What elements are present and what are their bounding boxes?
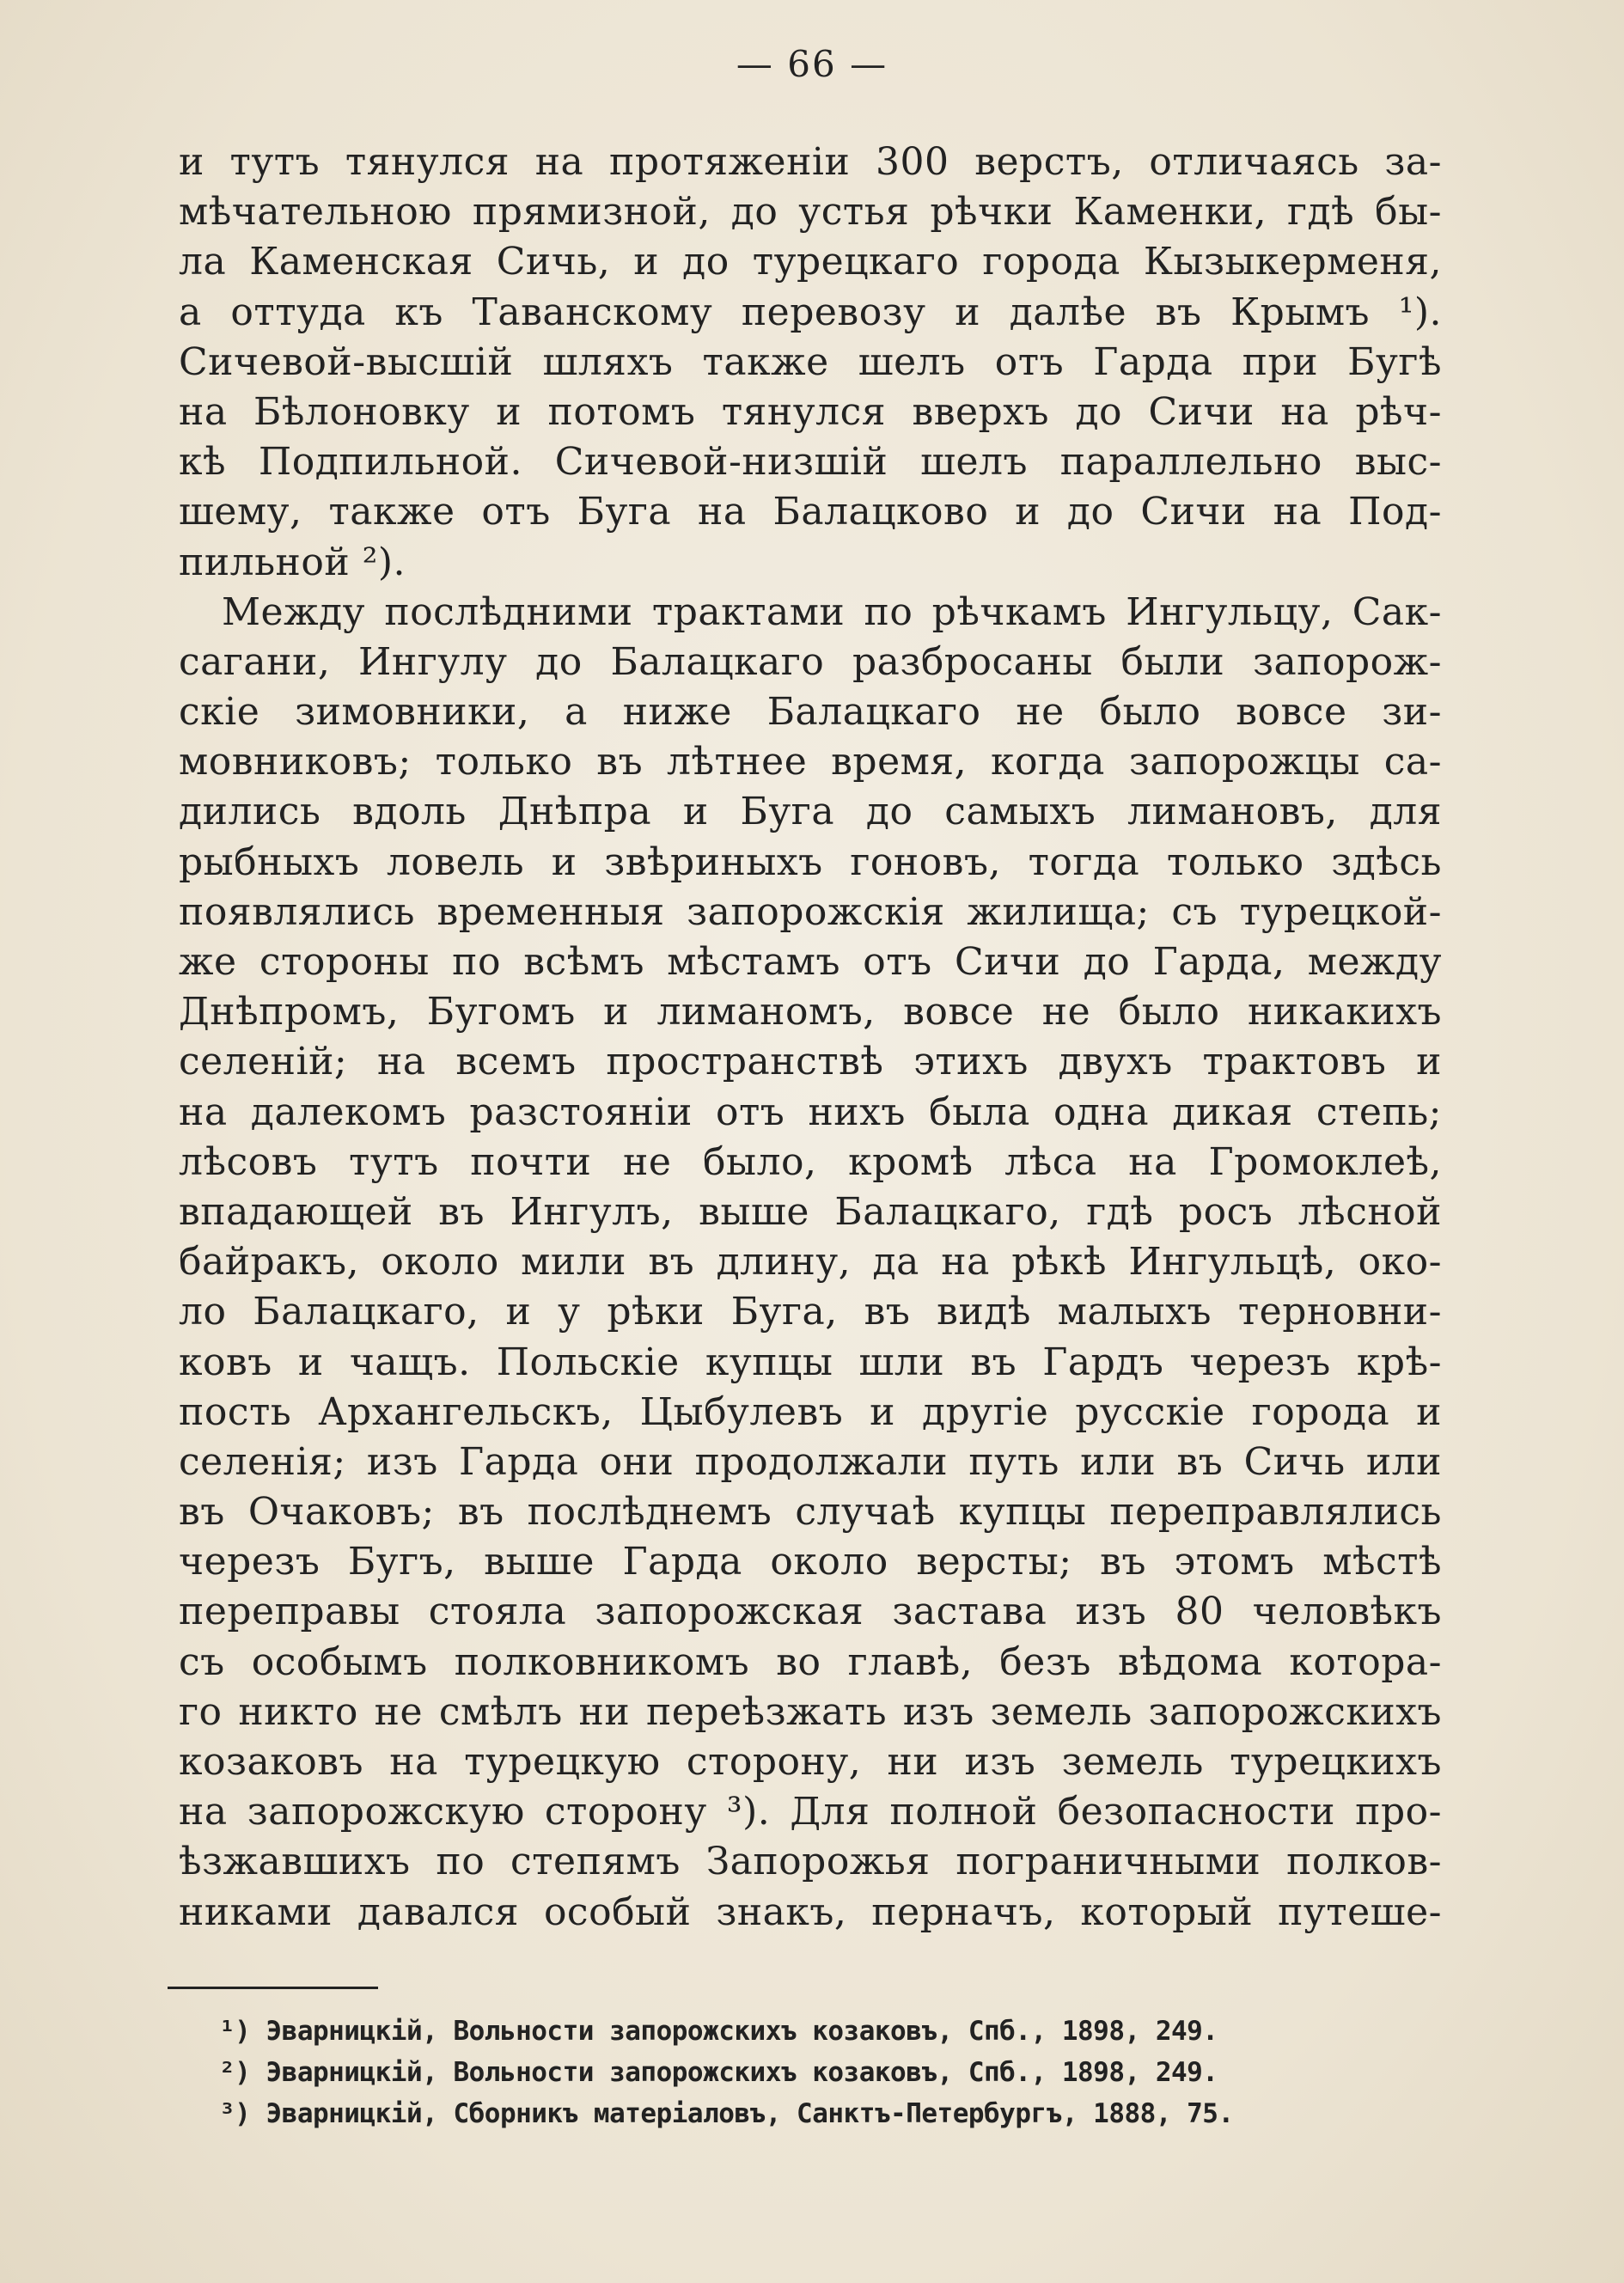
text-line: Сичевой-высшій шляхъ также шелъ отъ Гарда при Бугѣ (179, 339, 1442, 384)
text-line: ла Каменская Сичь, и до турецкаго города Кызыкерменя, (179, 240, 1442, 284)
footnote-rule (168, 1987, 378, 1989)
paragraph-1 (179, 137, 1442, 588)
paragraph-2 (179, 588, 1442, 1938)
text-line: рыбныхъ ловель и звѣриныхъ гоновъ, тогда только здѣсь (179, 839, 1442, 884)
text-line: Днѣпромъ, Бугомъ и лиманомъ, вовсе не было никакихъ (179, 990, 1442, 1035)
text-line: шему, также отъ Буга на Балацково и до Сичи на Под- (179, 490, 1442, 534)
text-line: мовниковъ; только въ лѣтнее время, когда запорожцы са- (179, 740, 1442, 784)
text-line: въ Очаковъ; въ послѣднемъ случаѣ купцы переправлялись (179, 1490, 1442, 1535)
text-line: мѣчательною прямизной, до устья рѣчки Каменки, гдѣ бы- (179, 190, 1442, 235)
text-line: переправы стояла запорожская застава изъ 80 человѣкъ (179, 1590, 1442, 1634)
body-text (179, 137, 1442, 1938)
footnotes (219, 2011, 1422, 2134)
footnote: ³) Эварницкій, Сборникъ матеріаловъ, Санктъ-Петербургъ, 1888, 75. (219, 2098, 1234, 2129)
page-number: — 66 — (736, 43, 888, 85)
text-line: скіе зимовники, а ниже Балацкаго не было вовсе зи- (179, 690, 1442, 735)
text-line: селеній; на всемъ пространствѣ этихъ двухъ трактовъ и (179, 1040, 1442, 1084)
text-line: появлялись временныя запорожскія жилища; съ турецкой- (179, 889, 1442, 934)
footnote: ²) Эварницкій, Вольности запорожскихъ козаковъ, Спб., 1898, 249. (219, 2057, 1218, 2088)
text-line: а оттуда къ Таванскому перевозу и далѣе въ Крымъ ¹). (179, 290, 1442, 334)
footnote: ¹) Эварницкій, Вольности запорожскихъ козаковъ, Спб., 1898, 249. (219, 2016, 1218, 2047)
text-line: байракъ, около мили въ длину, да на рѣкѣ Ингульцѣ, око- (179, 1240, 1442, 1285)
text-line: го никто не смѣлъ ни переѣзжать изъ земель запорожскихъ (179, 1689, 1442, 1734)
text-line: ло Балацкаго, и у рѣки Буга, въ видѣ малыхъ терновни- (179, 1290, 1442, 1334)
text-line: селенія; изъ Гарда они продолжали путь или въ Сичь или (179, 1439, 1442, 1484)
text-line: впадающей въ Ингулъ, выше Балацкаго, гдѣ росъ лѣсной (179, 1189, 1442, 1234)
text-line: дились вдоль Днѣпра и Буга до самыхъ лимановъ, для (179, 790, 1442, 834)
text-line: козаковъ на турецкую сторону, ни изъ земель турецкихъ (179, 1740, 1442, 1784)
text-line: никами давался особый знакъ, перначъ, который путеше- (179, 1889, 1442, 1934)
text-line: же стороны по всѣмъ мѣстамъ отъ Сичи до Гарда, между (179, 940, 1442, 984)
text-line: съ особымъ полковникомъ во главѣ, безъ вѣдома котора- (179, 1639, 1442, 1684)
text-line: ковъ и чащъ. Польскіе купцы шли въ Гардъ черезъ крѣ- (179, 1340, 1442, 1384)
text-line: Между послѣдними трактами по рѣчкамъ Ингульцу, Сак- (222, 589, 1442, 634)
text-line: черезъ Бугъ, выше Гарда около версты; въ этомъ мѣстѣ (179, 1540, 1442, 1584)
text-line: на далекомъ разстояніи отъ нихъ была одна дикая степь; (179, 1090, 1442, 1134)
text-line: сагани, Ингулу до Балацкаго разбросаны были запорож- (179, 639, 1442, 684)
text-line: и тутъ тянулся на протяженіи 300 верстъ, отличаясь за- (179, 140, 1442, 184)
text-line: ѣзжавшихъ по степямъ Запорожья пограничными полков- (179, 1840, 1442, 1884)
text-line: кѣ Подпильной. Сичевой-низшій шелъ параллельно выс- (179, 440, 1442, 485)
text-line: пильной ²). (179, 540, 406, 584)
text-line: пость Архангельскъ, Цыбулевъ и другіе русскіе города и (179, 1389, 1442, 1434)
text-line: на запорожскую сторону ³). Для полной безопасности про- (179, 1790, 1442, 1834)
text-line: лѣсовъ тутъ почти не было, кромѣ лѣса на Громоклеѣ, (179, 1139, 1442, 1184)
text-line: на Бѣлоновку и потомъ тянулся вверхъ до Сичи на рѣч- (179, 389, 1442, 434)
